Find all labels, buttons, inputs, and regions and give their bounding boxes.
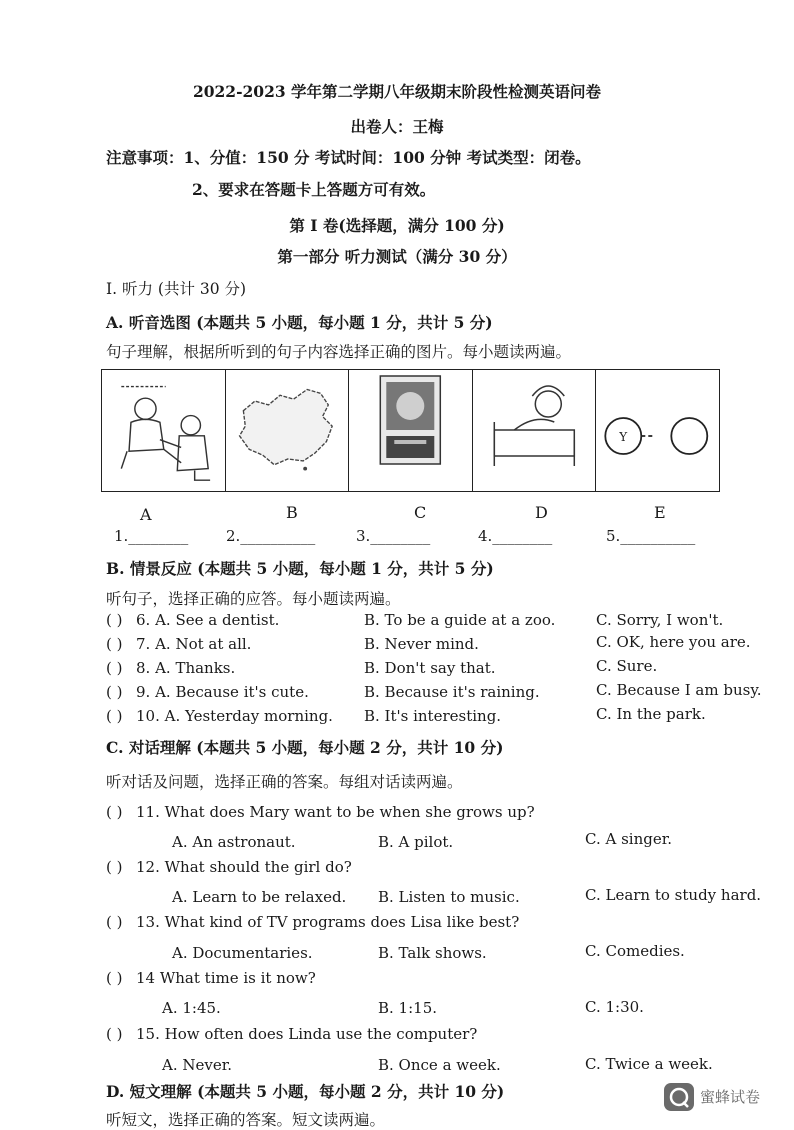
answer-blank-4[interactable]: 4.________	[478, 527, 553, 545]
option-c: C. A singer.	[585, 830, 673, 848]
section-a-instruction: 句子理解，根据所听到的句子内容选择正确的图片。每小题读两遍。	[106, 343, 572, 361]
answer-paren[interactable]: ( )	[106, 1025, 123, 1043]
part-title: 第一部分 听力测试（满分 30 分）	[277, 247, 517, 266]
notice-line-1: 注意事项：1、分值：150 分 考试时间：100 分钟 考试类型：闭卷。	[106, 148, 591, 167]
option-c: C. Twice a week.	[585, 1055, 713, 1073]
option-b: B. Because it's raining.	[364, 683, 540, 701]
picture-label-c: C	[414, 503, 427, 522]
volume-title: 第 I 卷(选择题，满分 100 分)	[289, 216, 505, 235]
picture-label-d: D	[535, 503, 548, 522]
answer-paren[interactable]: ( )	[106, 683, 123, 701]
china-map-icon	[226, 370, 349, 491]
question-text: 13. What kind of TV programs does Lisa like best?	[136, 913, 520, 931]
option-b: B. 1:15.	[378, 999, 438, 1017]
option-a: A. 1:45.	[162, 999, 221, 1017]
picture-d	[473, 370, 597, 491]
question-stem	[106, 858, 352, 876]
option-c: C. Comedies.	[585, 942, 685, 960]
watermark-text: 蜜蜂试卷	[700, 1088, 761, 1106]
option-a: 6. A. See a dentist.	[136, 611, 280, 629]
picture-a	[102, 370, 226, 491]
question-row	[106, 683, 309, 701]
option-a: A. An astronaut.	[172, 833, 296, 851]
book-cover-icon	[349, 370, 472, 491]
answer-paren[interactable]: ( )	[106, 913, 123, 931]
question-row	[106, 659, 235, 677]
question-row	[106, 611, 279, 629]
picture-c	[349, 370, 473, 491]
sick-girl-in-bed-icon	[473, 370, 596, 491]
section-heading-listening: I. 听力 (共计 30 分)	[106, 280, 247, 298]
question-stem	[106, 1025, 477, 1043]
option-c: C. Because I am busy.	[596, 681, 762, 699]
option-b: B. Never mind.	[364, 635, 479, 653]
section-b-instruction: 听句子，选择正确的应答。每小题读两遍。	[106, 590, 401, 608]
notice-line-2: 2、要求在答题卡上答题方可有效。	[192, 180, 436, 199]
option-c: C. Sure.	[596, 657, 658, 675]
answer-paren[interactable]: ( )	[106, 707, 123, 725]
option-b: B. Once a week.	[378, 1056, 501, 1074]
picture-strip	[101, 369, 720, 492]
question-text: 15. How often does Linda use the computer?	[136, 1025, 478, 1043]
exam-author: 出卷人：王梅	[350, 117, 444, 136]
answer-paren[interactable]: ( )	[106, 659, 123, 677]
section-d-instruction: 听短文，选择正确的答案。短文读两遍。	[106, 1111, 386, 1129]
option-a: 10. A. Yesterday morning.	[136, 707, 333, 725]
question-stem	[106, 913, 519, 931]
option-c: C. Sorry, I won't.	[596, 611, 724, 629]
picture-label-a: A	[140, 505, 152, 524]
exam-title: 2022-2023 学年第二学期八年级期末阶段性检测英语问卷	[192, 82, 602, 101]
question-text: 11. What does Mary want to be when she grows up?	[136, 803, 535, 821]
answer-paren[interactable]: ( )	[106, 635, 123, 653]
question-stem	[106, 969, 316, 987]
section-c-title: C. 对话理解 (本题共 5 小题，每小题 2 分，共计 10 分)	[106, 738, 504, 757]
doctor-patient-icon	[102, 370, 225, 491]
option-c: C. 1:30.	[585, 998, 644, 1016]
answer-paren[interactable]: ( )	[106, 803, 123, 821]
option-b: B. Don't say that.	[364, 659, 496, 677]
question-text: 14 What time is it now?	[136, 969, 316, 987]
option-a: A. Documentaries.	[172, 944, 313, 962]
answer-paren[interactable]: ( )	[106, 969, 123, 987]
picture-e	[596, 370, 719, 491]
section-a-title: A. 听音选图 (本题共 5 小题，每小题 1 分，共计 5 分)	[106, 313, 493, 332]
option-a: 9. A. Because it's cute.	[136, 683, 309, 701]
answer-paren[interactable]: ( )	[106, 611, 123, 629]
option-b: B. A pilot.	[378, 833, 454, 851]
option-b: B. Talk shows.	[378, 944, 487, 962]
picture-label-e: E	[654, 503, 666, 522]
option-a: 8. A. Thanks.	[136, 659, 236, 677]
answer-blank-3[interactable]: 3.________	[356, 527, 431, 545]
picture-b	[226, 370, 350, 491]
answer-blank-5[interactable]: 5.__________	[606, 527, 696, 545]
question-text: 12. What should the girl do?	[136, 858, 352, 876]
option-b: B. Listen to music.	[378, 888, 520, 906]
option-b: B. It's interesting.	[364, 707, 502, 725]
bee-logo-icon	[664, 1083, 694, 1111]
question-row	[106, 707, 333, 725]
question-stem	[106, 803, 535, 821]
answer-blank-1[interactable]: 1.________	[114, 527, 189, 545]
option-c: C. In the park.	[596, 705, 706, 723]
section-d-title: D. 短文理解 (本题共 5 小题，每小题 2 分，共计 10 分)	[106, 1082, 505, 1101]
option-c: C. OK, here you are.	[596, 633, 751, 651]
option-a: A. Never.	[162, 1056, 233, 1074]
svg-text:Y: Y	[619, 430, 628, 444]
coins-icon	[596, 370, 719, 491]
option-b: B. To be a guide at a zoo.	[364, 611, 556, 629]
option-a: 7. A. Not at all.	[136, 635, 252, 653]
question-row	[106, 635, 251, 653]
section-c-instruction: 听对话及问题，选择正确的答案。每组对话读两遍。	[106, 773, 463, 791]
answer-blank-2[interactable]: 2.__________	[226, 527, 316, 545]
section-b-title: B. 情景反应 (本题共 5 小题，每小题 1 分，共计 5 分)	[106, 559, 494, 578]
option-a: A. Learn to be relaxed.	[172, 888, 347, 906]
option-c: C. Learn to study hard.	[585, 886, 762, 904]
answer-paren[interactable]: ( )	[106, 858, 123, 876]
picture-label-b: B	[286, 503, 298, 522]
